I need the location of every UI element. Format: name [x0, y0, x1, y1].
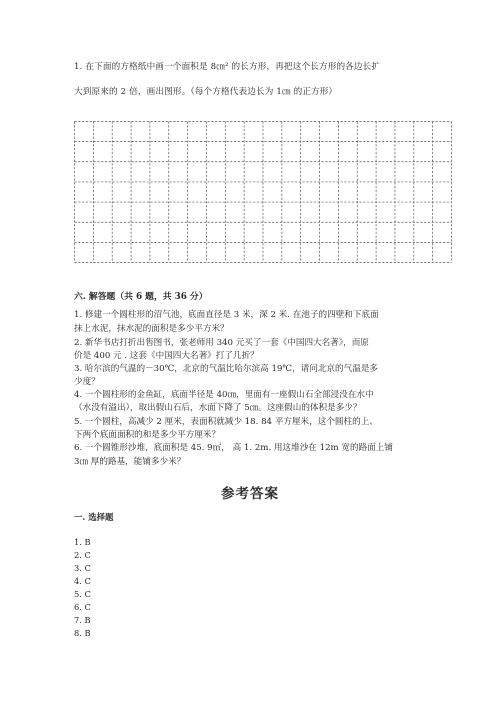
problem-line: 2. 新华书店打折出售图书，张老师用 340 元买了一套《中国四大名著》，而原 [74, 338, 369, 348]
problem-line: 6. 一个圆锥形沙堆，底面积是 45. 9㎡， 高 1. 2m. 用这堆沙在 12m 宽的路面上铺 [74, 443, 393, 453]
answer-key-title: 参考答案 [221, 486, 279, 502]
answer-item: 5. C [74, 589, 91, 599]
answer-item: 4. C [74, 576, 91, 586]
problem-line: 3. 哈尔滨的气温的－30℃，北京的气温比哈尔滨高 19℃，请问北京的气温是多 [74, 364, 378, 374]
problem-line: 下两个底面面积的和是多少平方厘米？ [74, 430, 221, 440]
problem-line: 4. 一个圆柱形的金鱼缸，底面半径是 40㎝，里面有一座假山石全部浸没在水中 [74, 390, 374, 400]
answer-item: 3. C [74, 563, 91, 573]
answer-item: 6. C [74, 602, 91, 612]
question-1-line-1: 1. 在下面的方格纸中画一个面积是 8㎝² 的长方形，再把这个长方形的各边长扩 [74, 62, 381, 72]
problem-line: 3㎝ 厚的路基，能铺多少米？ [74, 457, 186, 467]
section-6-heading: 六. 解答题（共 6 题，共 36 分） [74, 292, 208, 302]
problem-line: 少度？ [74, 377, 100, 387]
answer-item: 2. C [74, 550, 91, 560]
question-1-line-2: 大到原来的 2 倍，画出图形。（每个方格代表边长为 1㎝ 的正方形） [74, 87, 338, 97]
problem-line: 价是 400 元 . 这套《中国四大名著》打了几折？ [74, 351, 259, 361]
problem-line: 5. 一个圆柱，高减少 2 厘米，表面积就减少 18. 84 平方厘米，这个圆柱的上、 [74, 417, 378, 427]
answer-item: 1. B [74, 537, 91, 547]
answer-section-heading: 一. 选择题 [74, 512, 114, 522]
graph-paper-grid [74, 121, 452, 263]
problem-line: 1. 修建一个圆柱形的沼气池，底面直径是 3 米，深 2 米. 在池子的四壁和下底面 [74, 310, 379, 320]
problem-line: 抹上水泥，抹水泥的面积是多少平方米？ [74, 324, 229, 334]
problem-line: （水没有溢出），取出假山石后，水面下降了 5㎝。这座假山的体积是多少？ [74, 403, 362, 413]
answer-item: 8. B [74, 628, 91, 638]
answer-item: 7. B [74, 615, 91, 625]
